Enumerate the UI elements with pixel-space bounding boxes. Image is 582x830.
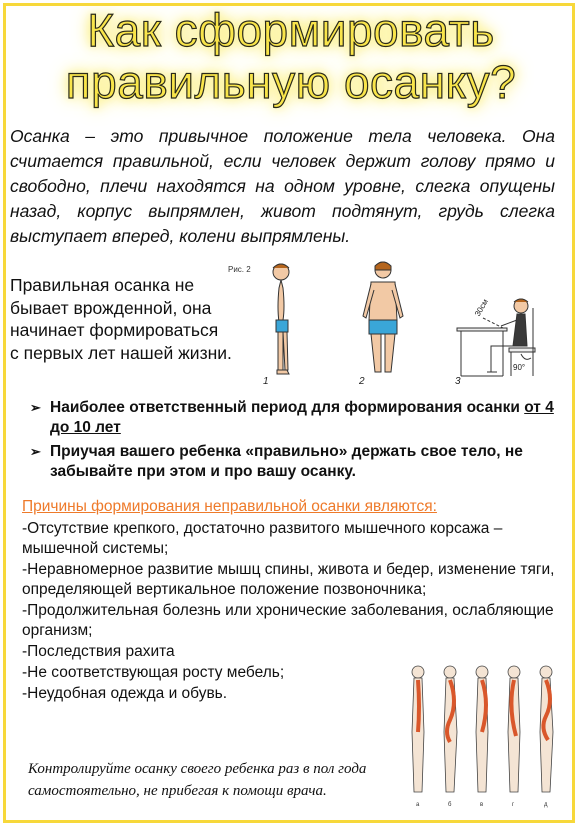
figure-back-view <box>363 262 403 372</box>
arrow-bullet-icon: ➢ <box>30 400 41 415</box>
cause-item: -Продолжительная болезнь или хронические заболевания, ослабляющие организм; <box>22 602 554 639</box>
cause-item: -Последствия рахита <box>22 643 175 660</box>
figure-side-view <box>273 264 289 374</box>
spine-figure-a <box>412 666 424 792</box>
key-point-2 <box>30 442 555 482</box>
arrow-bullet-icon: ➢ <box>30 444 41 459</box>
key-point-1 <box>30 398 555 438</box>
spine-figure-d <box>508 666 520 792</box>
cause-item: -Не соответствующая росту мебель; <box>22 664 285 681</box>
page-title <box>0 4 582 108</box>
figure-2-label: 2 <box>359 376 365 387</box>
figure-1-label: 1 <box>263 376 269 387</box>
distance-label: 30см <box>472 297 490 318</box>
cause-item: -Неудобная одежда и обувь. <box>22 685 228 702</box>
figure-caption: Рис. 2 <box>228 265 251 274</box>
side-line-3: начинает формироваться <box>10 320 219 340</box>
side-line-4: с первых лет нашей жизни. <box>10 342 232 363</box>
footer-advice: Контролируйте осанку своего ребенка раз в пол года самостоятельно, не прибегая к помощи врача. <box>28 761 367 799</box>
spine-posture-types-illustration <box>400 662 560 812</box>
title-line-2: правильную осанку? <box>65 56 517 108</box>
spine-label-a: а <box>416 802 420 808</box>
key-point-1-highlight: от 4 до 10 лет <box>50 399 554 436</box>
key-point-1-text: Наиболее ответственный период для формирования осанки <box>50 399 525 416</box>
angle-label: 90° <box>513 363 526 372</box>
key-points-list <box>30 398 555 486</box>
intro-paragraph: Осанка – это привычное положение тела человека. Она считается правильной, если человек держит голову прямо и свободно, плечи находятся на одном уровне, слегка опущены назад, корпус выпрямлен, живот подтянут, грудь слегка выступает вперед, колени выпрямлены. <box>10 126 555 246</box>
figure-3-label: 3 <box>455 376 461 387</box>
spine-figure-c <box>476 666 488 792</box>
side-line-1: Правильная осанка не <box>10 275 195 295</box>
cause-item: -Отсутствие крепкого, достаточно развитого мышечного корсажа – мышечной системы; <box>22 520 503 557</box>
title-line-1: Как сформировать <box>87 4 495 56</box>
causes-heading: Причины формирования неправильной осанки являются: <box>22 498 437 515</box>
spine-figure-b <box>444 666 457 792</box>
key-point-2-text: Приучая вашего ребенка «правильно» держать свое тело, не забывайте при этом и про вашу осанку. <box>50 443 523 480</box>
spine-label-e: д <box>544 802 548 808</box>
spine-label-b: б <box>448 802 452 808</box>
posture-figures-illustration <box>225 258 555 390</box>
spine-figures <box>412 666 553 792</box>
side-paragraph <box>10 274 260 364</box>
cause-item: -Неравномерное развитие мышц спины, живота и бедер, изменение тяги, определяющей вертикальное положение позвоночника; <box>22 561 555 598</box>
spine-label-d: г <box>512 802 515 808</box>
spine-label-c: в <box>480 802 484 808</box>
spine-figure-e <box>540 666 553 792</box>
side-line-2: бывает врожденной, она <box>10 297 212 318</box>
